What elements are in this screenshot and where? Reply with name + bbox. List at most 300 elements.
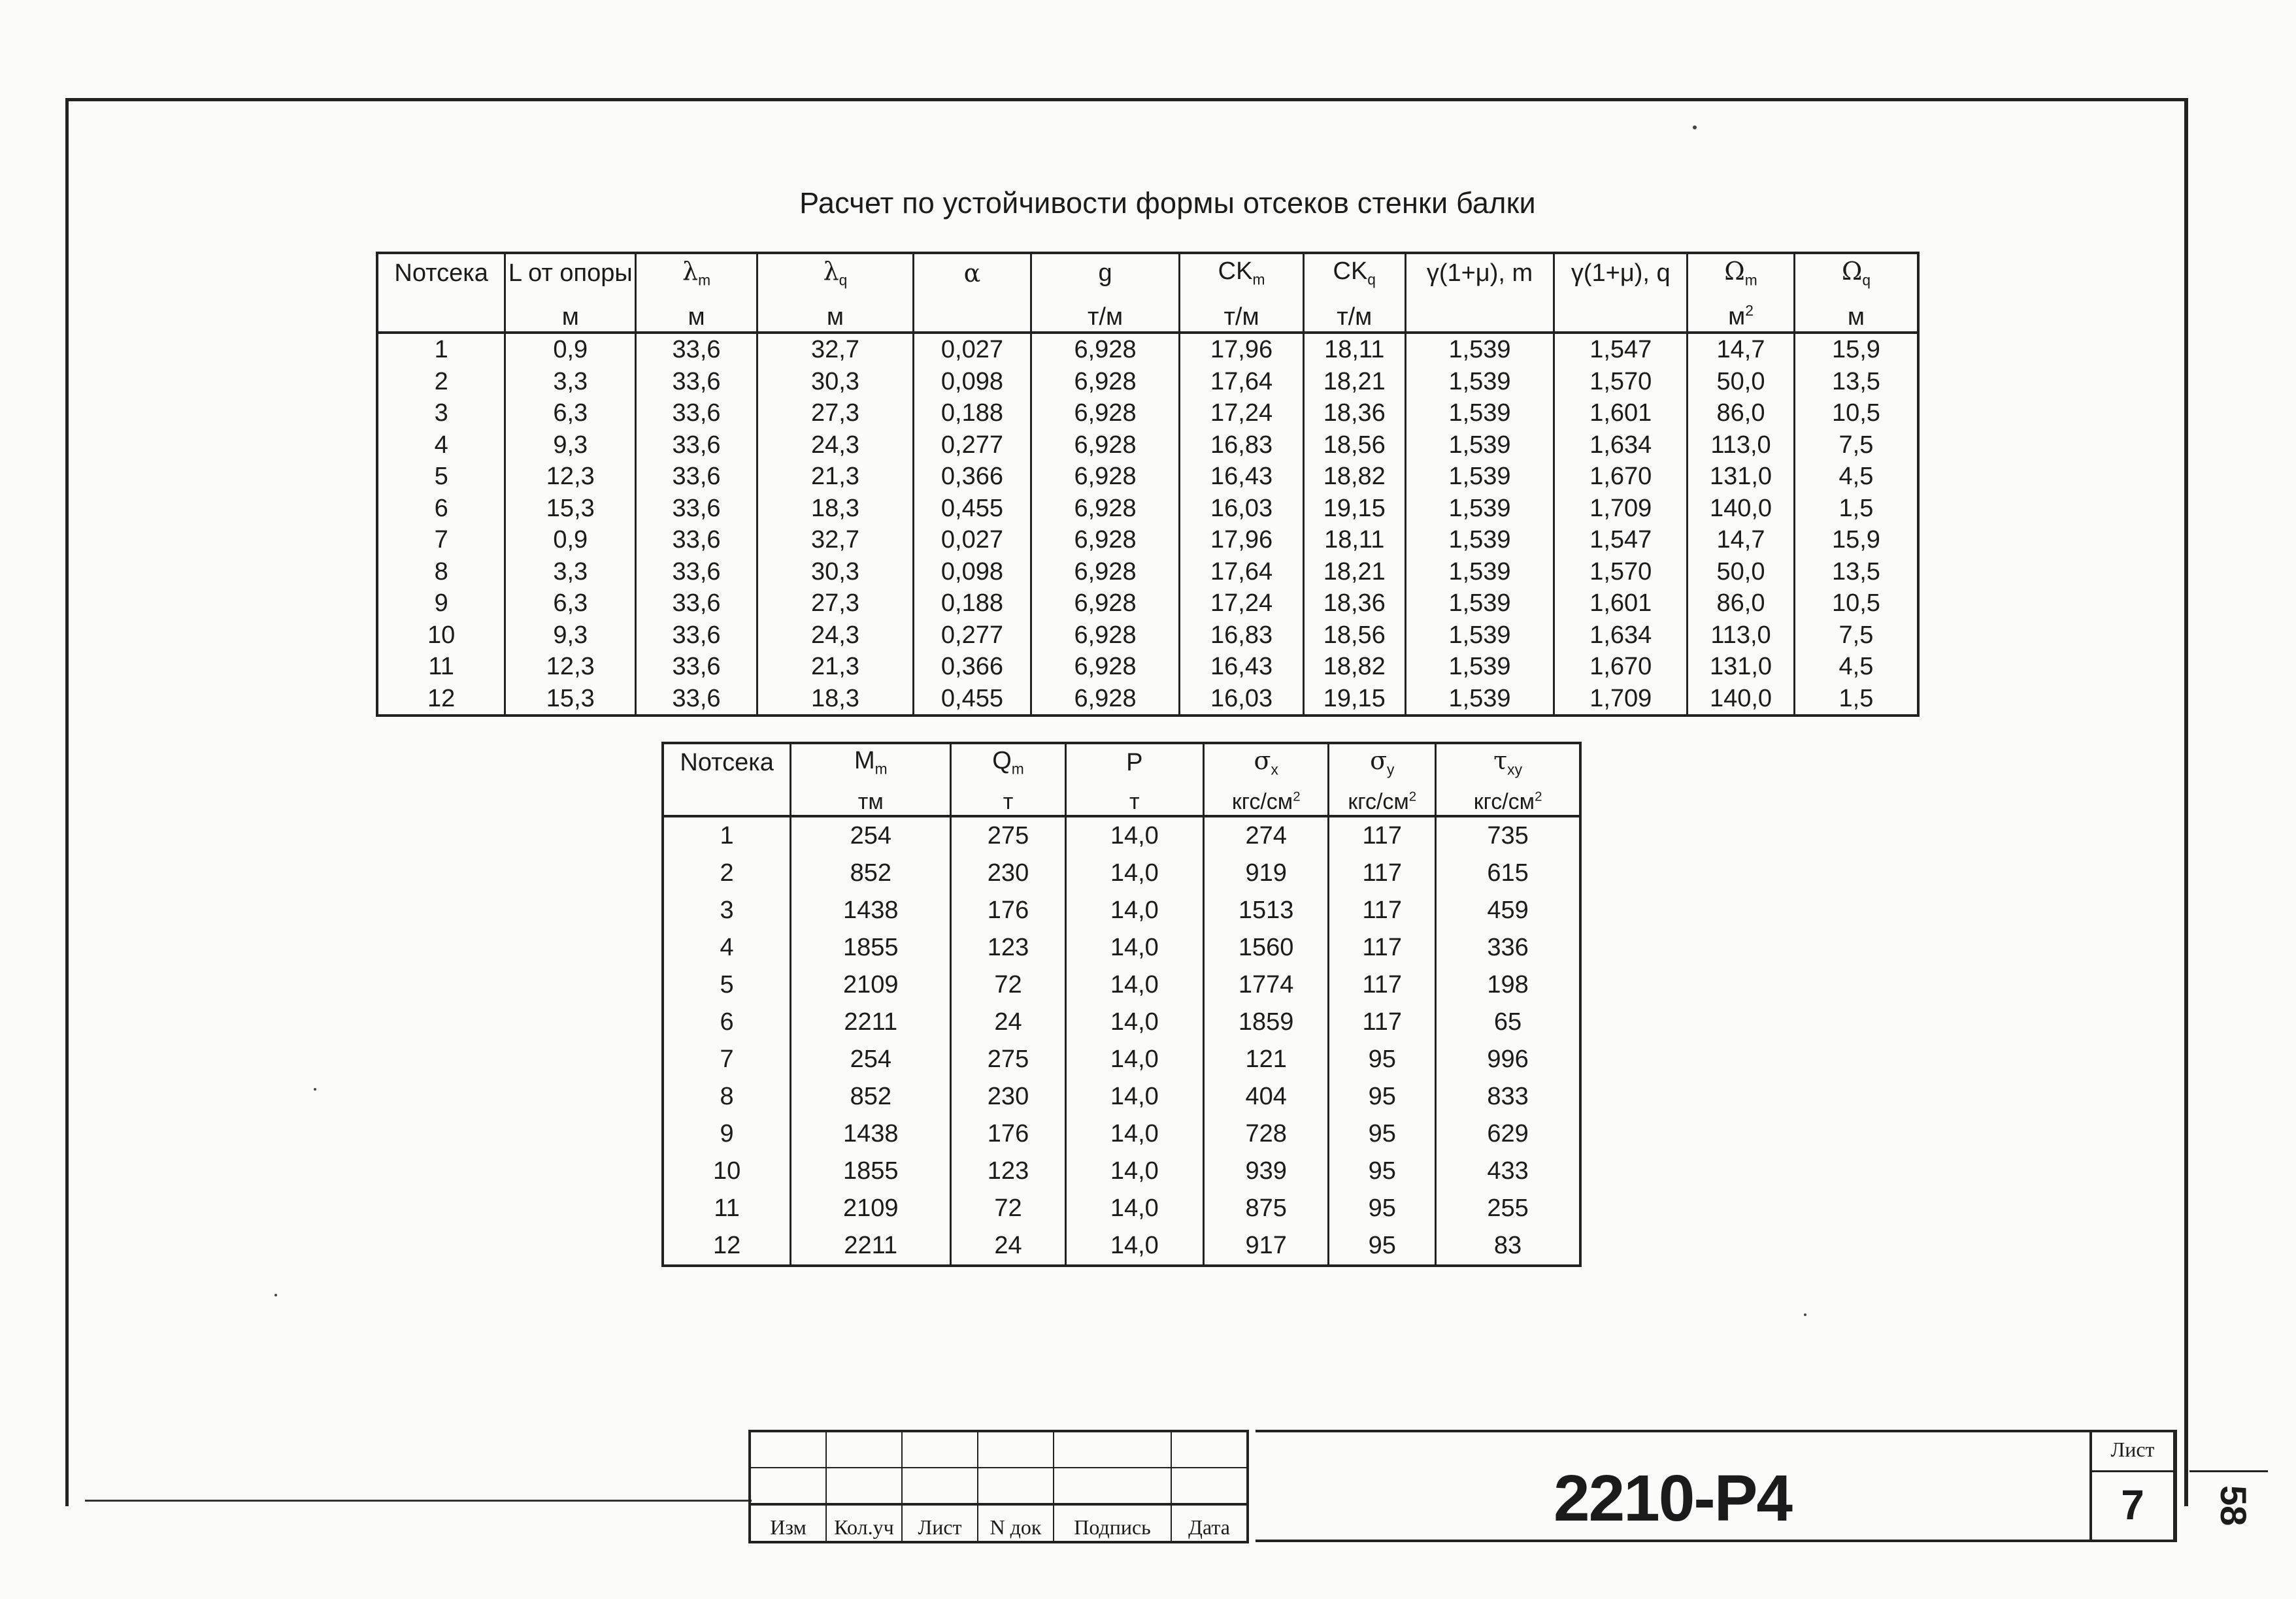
column-header [505,253,636,292]
table-cell: 10 [663,1153,791,1190]
table-cell: 0,188 [914,397,1031,429]
table-cell: 13,5 [1794,556,1918,588]
table-cell: 9,3 [505,619,636,651]
column-unit [505,292,636,333]
table-cell: 2211 [791,1004,951,1041]
frame-bottom-line [85,1500,752,1502]
sheet-number: 7 [2121,1481,2144,1528]
table-cell: 0,188 [914,587,1031,619]
table-cell: 996 [1436,1041,1580,1078]
table-cell: 18,3 [757,493,913,525]
table-cell: 95 [1329,1041,1436,1078]
column-unit [1405,292,1554,333]
table-cell: 6 [377,493,505,525]
table-cell: 0,455 [914,683,1031,716]
table-cell: 14,0 [1065,1227,1203,1266]
table-row [377,651,1918,683]
table-cell: 14,0 [1065,966,1203,1004]
column-unit [757,292,913,333]
table-cell: 95 [1329,1078,1436,1115]
table-cell: 32,7 [757,524,913,556]
table-cell: 3 [663,892,791,929]
table-cell: 0,277 [914,429,1031,461]
table-cell: 0,098 [914,556,1031,588]
table-cell: 6,928 [1031,333,1179,366]
table-cell: 18,56 [1303,619,1405,651]
stamp-label-date: Дата [1171,1504,1248,1542]
table-cell: 4,5 [1794,651,1918,683]
column-header [663,743,791,781]
column-header [1031,253,1179,292]
column-header-subscript: y [1387,761,1395,778]
table-cell: 16,03 [1180,683,1304,716]
table-cell: 6,928 [1031,651,1179,683]
column-unit [1554,292,1688,333]
stability-table [376,252,1920,717]
table-cell: 16,83 [1180,429,1304,461]
stamp-label-count: Кол.уч [826,1504,902,1542]
table-cell: 6,928 [1031,493,1179,525]
table-cell: 7 [663,1041,791,1078]
table-cell: 6,928 [1031,556,1179,588]
table-cell: 15,9 [1794,333,1918,366]
table-cell: 7 [377,524,505,556]
table-cell: 919 [1203,855,1329,892]
document-code-box [1256,1430,2089,1542]
sheet-label: Лист [2092,1432,2173,1472]
table-cell: 1,539 [1405,651,1554,683]
table-row [663,855,1580,892]
scan-speck [1804,1313,1806,1316]
column-header-label: λ [823,257,839,286]
table-cell: 18,36 [1303,397,1405,429]
table-cell: 404 [1203,1078,1329,1115]
table-row [663,816,1580,855]
table-cell: 3,3 [505,556,636,588]
table-cell: 17,64 [1180,556,1304,588]
column-unit-superscript: 2 [1535,789,1542,804]
table-row [377,429,1918,461]
table-cell: 1,539 [1405,461,1554,493]
table-cell: 1,547 [1554,333,1688,366]
table-row [377,683,1918,716]
table-cell: 113,0 [1688,429,1795,461]
table-cell: 1,539 [1405,366,1554,398]
table-cell: 14,7 [1688,524,1795,556]
column-header [377,253,505,292]
table-cell: 2211 [791,1227,951,1266]
table-header-row [663,743,1580,781]
table-cell: 86,0 [1688,587,1795,619]
table-cell: 14,7 [1688,333,1795,366]
table-cell: 1,539 [1405,333,1554,366]
column-unit [1329,781,1436,816]
table-cell: 12,3 [505,651,636,683]
column-header-label: Q [992,747,1012,775]
table-cell: 33,6 [636,429,757,461]
table-units-row [377,292,1918,333]
table-cell: 95 [1329,1115,1436,1153]
table-cell: 1,5 [1794,683,1918,716]
column-unit [1065,781,1203,816]
table-cell: 83 [1436,1227,1580,1266]
table-cell: 33,6 [636,619,757,651]
table-cell: 629 [1436,1115,1580,1153]
table-cell: 27,3 [757,587,913,619]
table-cell: 275 [951,1041,1065,1078]
table-cell: 16,43 [1180,651,1304,683]
table-cell: 1,601 [1554,587,1688,619]
column-header-label: P [1126,748,1143,776]
table-cell: 1,570 [1554,556,1688,588]
table-cell: 459 [1436,892,1580,929]
table-row [377,619,1918,651]
table-cell: 0,027 [914,333,1031,366]
column-unit-label: кгс/см [1231,789,1293,814]
table-header-row [377,253,1918,292]
column-unit [1031,292,1179,333]
table-cell: 9 [377,587,505,619]
table-cell: 2109 [791,966,951,1004]
table-row [377,397,1918,429]
column-header [1688,253,1795,292]
table-cell: 15,9 [1794,524,1918,556]
column-header-subscript: q [839,271,848,289]
table-cell: 1,539 [1405,397,1554,429]
column-unit-superscript: 2 [1745,302,1754,320]
column-unit-label: т [1129,789,1140,814]
column-unit [377,292,505,333]
table-cell: 95 [1329,1190,1436,1227]
table-cell: 19,15 [1303,683,1405,716]
table-cell: 1855 [791,929,951,966]
table-cell: 176 [951,892,1065,929]
table-cell: 6,3 [505,397,636,429]
table-cell: 1,670 [1554,461,1688,493]
table-cell: 8 [377,556,505,588]
table-cell: 14,0 [1065,1115,1203,1153]
column-header-label: CK [1218,257,1253,286]
sheet-box [2089,1430,2177,1542]
column-header-label: α [963,258,981,288]
table-cell: 1,634 [1554,619,1688,651]
table-cell: 18,36 [1303,587,1405,619]
column-header [791,743,951,781]
table-cell: 1,570 [1554,366,1688,398]
column-header [1405,253,1554,292]
table-cell: 21,3 [757,651,913,683]
table-cell: 735 [1436,816,1580,855]
column-header [1180,253,1304,292]
table-cell: 6 [663,1004,791,1041]
table-cell: 18,21 [1303,556,1405,588]
table-cell: 1,634 [1554,429,1688,461]
table-cell: 14,0 [1065,855,1203,892]
table-cell: 33,6 [636,556,757,588]
table-cell: 33,6 [636,366,757,398]
page-number-box [2189,1470,2268,1544]
table-cell: 6,928 [1031,461,1179,493]
column-header-subscript: m [874,760,888,778]
table-cell: 1859 [1203,1004,1329,1041]
table-cell: 7,5 [1794,619,1918,651]
table-cell: 1,539 [1405,683,1554,716]
table-row [663,1041,1580,1078]
table-cell: 18,11 [1303,333,1405,366]
column-header-label: σ [1370,746,1388,776]
table-cell: 230 [951,1078,1065,1115]
table-cell: 24,3 [757,619,913,651]
table-cell: 113,0 [1688,619,1795,651]
table-cell: 917 [1203,1227,1329,1266]
table-cell: 336 [1436,929,1580,966]
column-header [1203,743,1329,781]
column-header-label: λ [682,257,699,286]
table-cell: 1855 [791,1153,951,1190]
table-cell: 95 [1329,1227,1436,1266]
table-cell: 33,6 [636,333,757,366]
table-cell: 5 [377,461,505,493]
column-header-label: Ω [1724,257,1745,286]
page-number: 58 [2213,1485,2254,1526]
table-cell: 14,0 [1065,1041,1203,1078]
table-cell: 12 [663,1227,791,1266]
column-header-label: σ [1254,746,1271,776]
table-cell: 14,0 [1065,1078,1203,1115]
table-cell: 33,6 [636,651,757,683]
table-row [663,1115,1580,1153]
table-cell: 0,9 [505,333,636,366]
column-header [914,253,1031,292]
table-cell: 18,3 [757,683,913,716]
table-cell: 17,24 [1180,587,1304,619]
column-header-label: γ(1+μ), q [1571,259,1671,287]
table-cell: 1,539 [1405,587,1554,619]
column-unit [1303,292,1405,333]
table-cell: 176 [951,1115,1065,1153]
column-header [1303,253,1405,292]
table-cell: 274 [1203,816,1329,855]
table-cell: 2109 [791,1190,951,1227]
column-unit [1688,292,1795,333]
table-row [663,1153,1580,1190]
table-cell: 6,928 [1031,587,1179,619]
table-cell: 17,96 [1180,524,1304,556]
column-header-subscript: x [1271,761,1278,778]
table-cell: 18,82 [1303,461,1405,493]
column-unit [791,781,951,816]
column-unit-label: т/м [1223,303,1259,331]
table-cell: 433 [1436,1153,1580,1190]
table-cell: 15,3 [505,683,636,716]
table-cell: 7,5 [1794,429,1918,461]
table-cell: 852 [791,1078,951,1115]
table-cell: 1,547 [1554,524,1688,556]
column-header-label: CK [1333,257,1368,286]
table-cell: 1774 [1203,966,1329,1004]
table-cell: 117 [1329,816,1436,855]
column-header-subscript: m [1011,760,1024,778]
column-header [1436,743,1580,781]
table-cell: 939 [1203,1153,1329,1190]
table-cell: 10 [377,619,505,651]
table-cell: 1,539 [1405,493,1554,525]
table-cell: 16,83 [1180,619,1304,651]
table-row [377,493,1918,525]
scan-speck [1693,125,1697,129]
scan-speck [314,1088,316,1091]
table-cell: 1,539 [1405,619,1554,651]
table-cell: 13,5 [1794,366,1918,398]
table-cell: 117 [1329,966,1436,1004]
column-unit [914,292,1031,333]
column-unit [1436,781,1580,816]
table-cell: 86,0 [1688,397,1795,429]
column-header-label: Nотсека [394,259,488,287]
table-cell: 14,0 [1065,892,1203,929]
table-row [377,524,1918,556]
table-cell: 27,3 [757,397,913,429]
table-cell: 50,0 [1688,556,1795,588]
table-cell: 15,3 [505,493,636,525]
table-row [663,1190,1580,1227]
table-cell: 875 [1203,1190,1329,1227]
table-cell: 11 [377,651,505,683]
table-cell: 6,928 [1031,619,1179,651]
table-cell: 1,601 [1554,397,1688,429]
column-unit-label: м [1728,303,1746,331]
table-body [377,333,1918,716]
table-cell: 833 [1436,1078,1580,1115]
column-header [636,253,757,292]
column-unit-label: т/м [1337,303,1373,331]
stamp-label-signature: Подпись [1054,1504,1171,1542]
column-unit-label: т [1003,789,1014,814]
table-cell: 14,0 [1065,816,1203,855]
table-cell: 1 [663,816,791,855]
table-cell: 1,709 [1554,683,1688,716]
column-header-subscript: m [698,271,711,289]
column-header-label: g [1098,259,1112,287]
column-header-label: γ(1+μ), m [1426,259,1533,287]
table-cell: 1513 [1203,892,1329,929]
table-cell: 6,928 [1031,366,1179,398]
column-header-subscript: q [1367,271,1376,288]
column-unit-label: кгс/см [1348,789,1409,814]
stamp-label-sheet: Лист [902,1504,978,1542]
table-cell: 19,15 [1303,493,1405,525]
table-cell: 4 [663,929,791,966]
table-cell: 123 [951,929,1065,966]
column-header-label: L от опоры [508,259,633,287]
table-cell: 1560 [1203,929,1329,966]
table-cell: 33,6 [636,493,757,525]
table-cell: 72 [951,1190,1065,1227]
table-row [377,366,1918,398]
column-header [951,743,1065,781]
table-cell: 0,455 [914,493,1031,525]
table-cell: 10,5 [1794,397,1918,429]
column-header-subscript: xy [1507,761,1522,778]
column-unit [1180,292,1304,333]
table-row [663,1004,1580,1041]
column-header-subscript: m [1744,271,1757,289]
table-cell: 24 [951,1004,1065,1041]
table-cell: 50,0 [1688,366,1795,398]
table-cell: 14,0 [1065,1190,1203,1227]
column-unit-label: кгс/см [1473,789,1535,814]
table-cell: 14,0 [1065,929,1203,966]
table-cell: 121 [1203,1041,1329,1078]
table-cell: 2 [663,855,791,892]
column-unit-label: т/м [1087,303,1123,331]
table-cell: 33,6 [636,683,757,716]
column-unit-label: м [561,303,579,331]
table-cell: 0,027 [914,524,1031,556]
table-cell: 0,9 [505,524,636,556]
table-row [377,461,1918,493]
table-cell: 1 [377,333,505,366]
table-cell: 275 [951,816,1065,855]
column-unit [1794,292,1918,333]
column-header-label: M [854,747,875,775]
table-cell: 8 [663,1078,791,1115]
table-cell: 21,3 [757,461,913,493]
table-cell: 3 [377,397,505,429]
table-cell: 65 [1436,1004,1580,1041]
page-title: Расчет по устойчивости формы отсеков стенки балки [799,186,1536,220]
table-cell: 6,928 [1031,429,1179,461]
table-cell: 18,82 [1303,651,1405,683]
column-unit [1203,781,1329,816]
table-cell: 728 [1203,1115,1329,1153]
table-cell: 255 [1436,1190,1580,1227]
column-header [757,253,913,292]
table-cell: 1438 [791,892,951,929]
column-header-subscript: m [1252,271,1265,288]
table-cell: 1438 [791,1115,951,1153]
column-unit-label: м [688,303,705,331]
table-cell: 123 [951,1153,1065,1190]
table-cell: 198 [1436,966,1580,1004]
table-cell: 10,5 [1794,587,1918,619]
table-cell: 131,0 [1688,461,1795,493]
table-cell: 14,0 [1065,1004,1203,1041]
table-cell: 140,0 [1688,683,1795,716]
table-cell: 16,03 [1180,493,1304,525]
table-cell: 11 [663,1190,791,1227]
table-row [377,587,1918,619]
column-unit-label: тм [857,789,884,814]
table-cell: 32,7 [757,333,913,366]
table-row [377,556,1918,588]
table-cell: 2 [377,366,505,398]
table-cell: 117 [1329,1004,1436,1041]
table-cell: 6,3 [505,587,636,619]
table-cell: 852 [791,855,951,892]
column-header-label: Ω [1841,257,1863,286]
column-header [1554,253,1688,292]
revision-grid [748,1430,1249,1543]
table-cell: 33,6 [636,587,757,619]
table-cell: 30,3 [757,556,913,588]
table-cell: 33,6 [636,397,757,429]
column-unit-label: м [1847,303,1865,331]
table-cell: 117 [1329,892,1436,929]
table-cell: 1,5 [1794,493,1918,525]
table-row [663,929,1580,966]
table-cell: 1,539 [1405,524,1554,556]
